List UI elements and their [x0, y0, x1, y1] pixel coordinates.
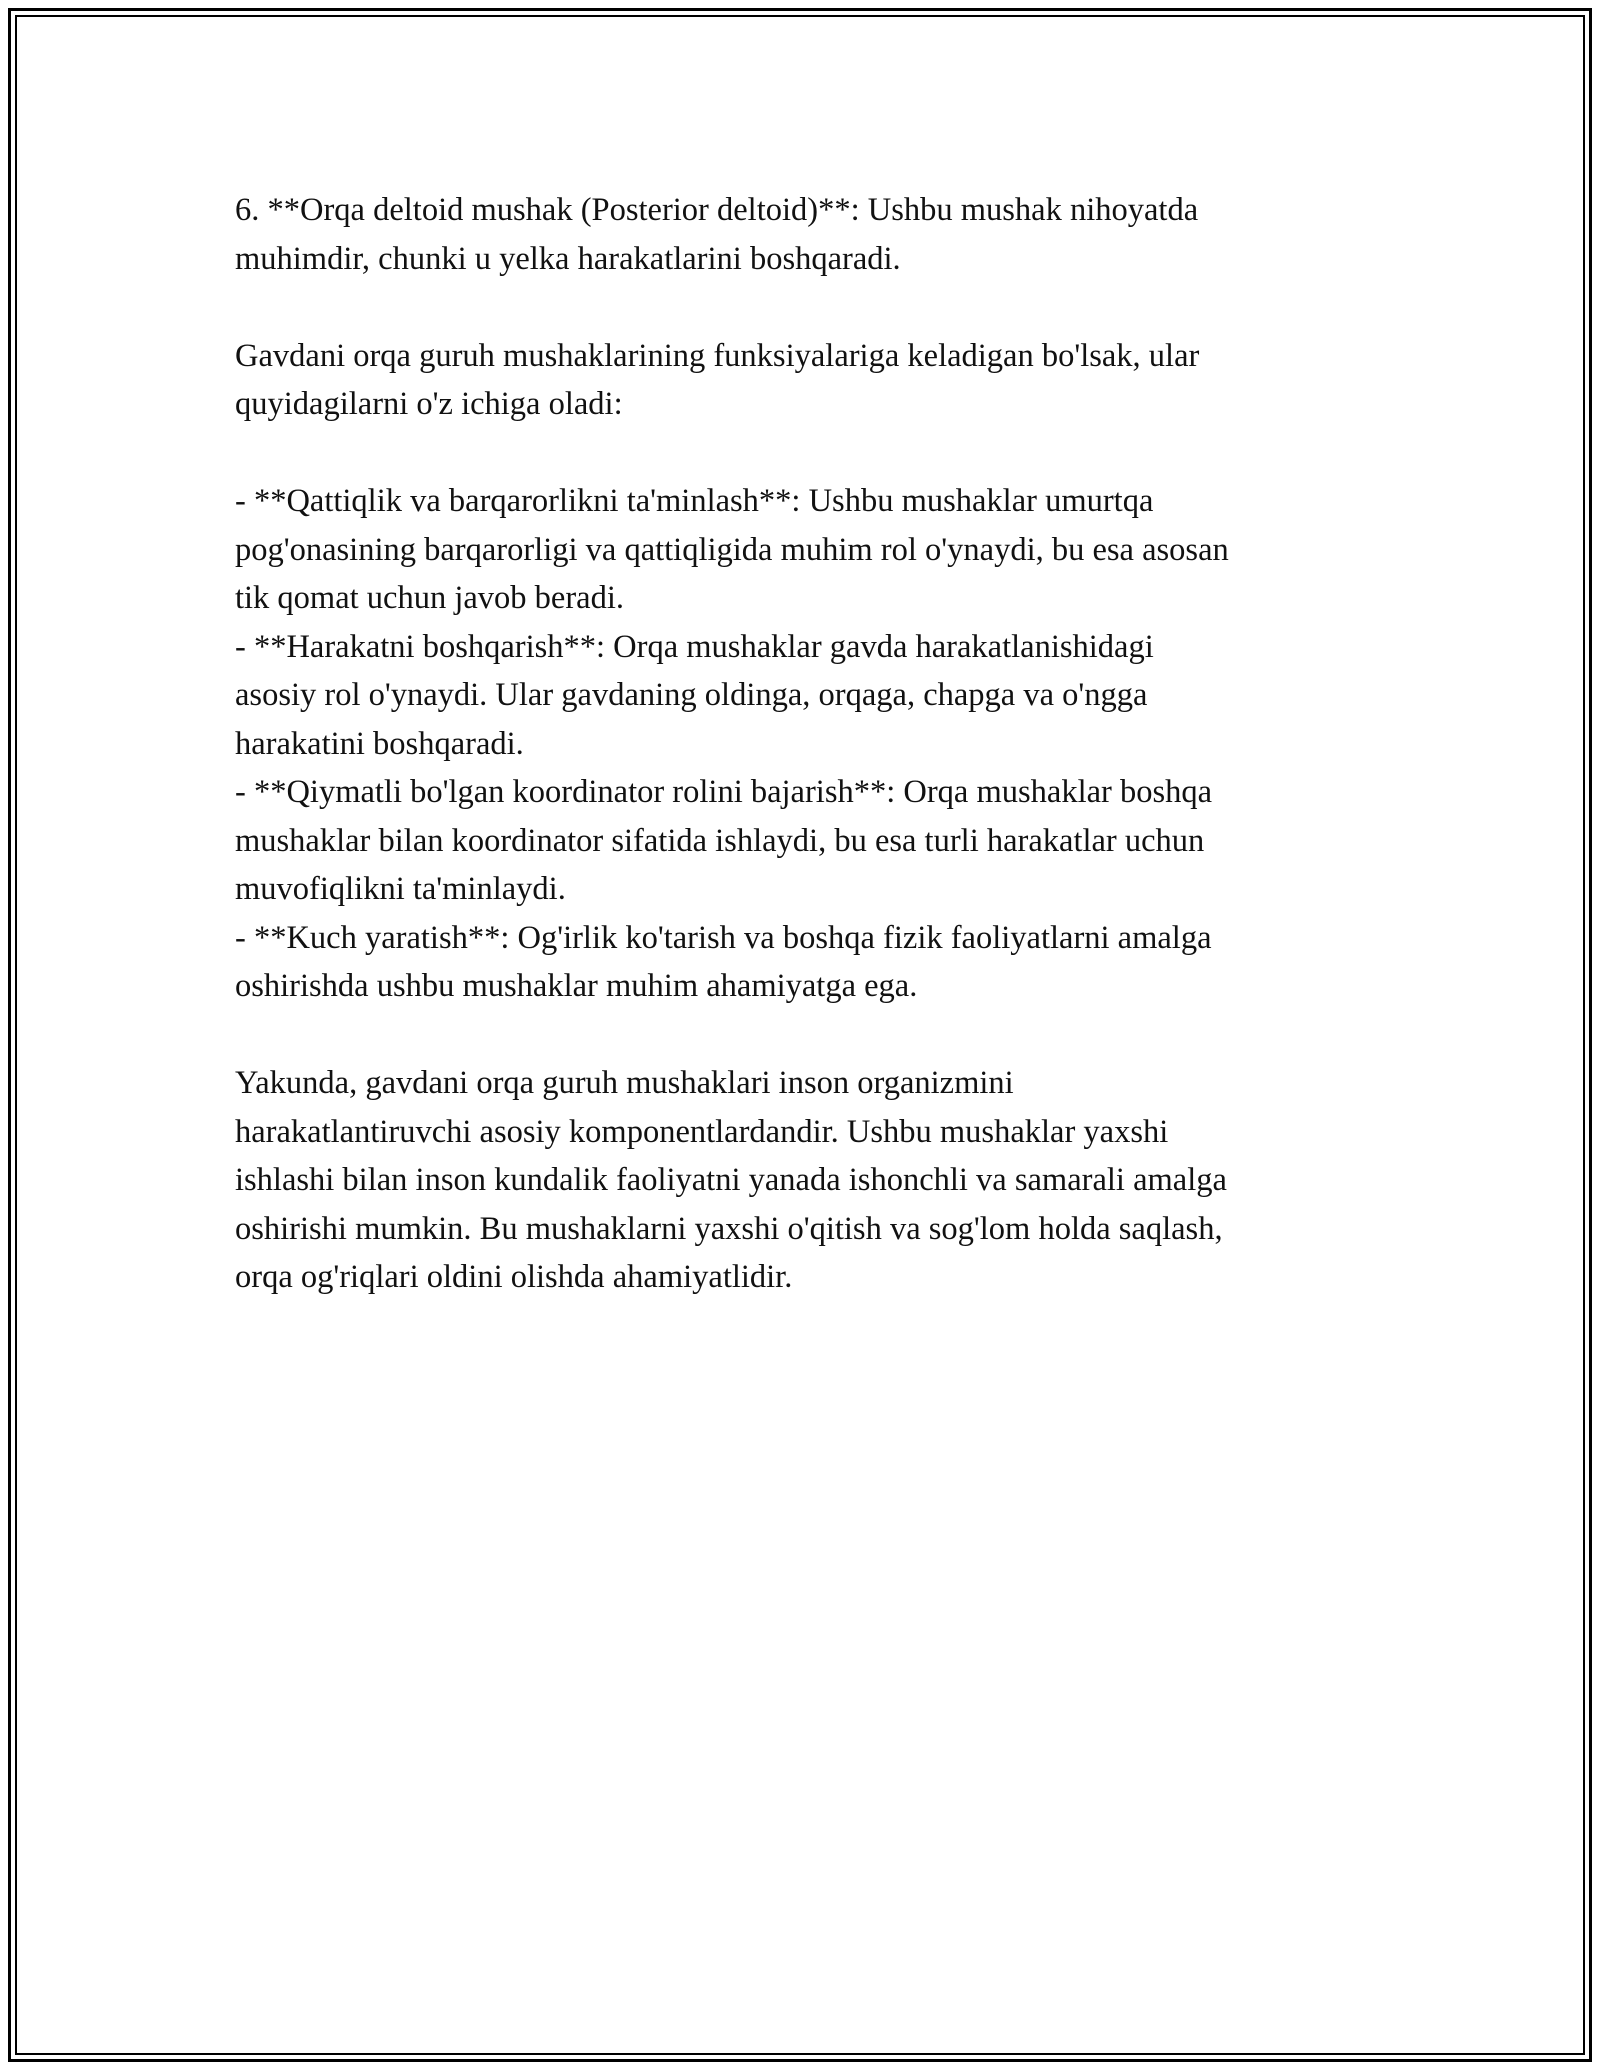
text-line: harakatlantiruvchi asosiy komponentlardandir. Ushbu mushaklar yaxshi [235, 1113, 1169, 1150]
paragraph-conclusion [235, 1059, 1365, 1302]
list-line: harakatini boshqaradi. [235, 725, 524, 762]
paragraph-functions-intro [235, 332, 1365, 429]
text-line: 6. **Orqa deltoid mushak (Posterior deltoid)**: Ushbu mushak nihoyatda [235, 192, 1199, 228]
list-line: - **Qiymatli bo'lgan koordinator rolini bajarish**: Orqa mushaklar boshqa [235, 774, 1213, 810]
text-line: muhimdir, chunki u yelka harakatlarini boshqaradi. [235, 240, 901, 277]
paragraph-spacer [235, 283, 1365, 332]
text-line: Gavdani orqa guruh mushaklarining funksiyalariga keladigan bo'lsak, ular [235, 337, 1200, 374]
list-line: pog'onasining barqarorligi va qattiqligida muhim rol o'ynaydi, bu esa asosan [235, 531, 1229, 568]
list-line: tik qomat uchun javob beradi. [235, 580, 625, 616]
text-line: oshirishi mumkin. Bu mushaklarni yaxshi o'qitish va sog'lom holda saqlash, [235, 1210, 1223, 1247]
list-line: oshirishda ushbu mushaklar muhim ahamiyatga ega. [235, 968, 918, 1004]
list-line: asosiy rol o'ynaydi. Ular gavdaning oldinga, orqaga, chapga va o'ngga [235, 677, 1148, 713]
list-line: - **Kuch yaratish**: Og'irlik ko'tarish va boshqa fizik faoliyatlarni amalga [235, 919, 1212, 956]
text-line: ishlashi bilan inson kundalik faoliyatni yanada ishonchli va samarali amalga [235, 1162, 1227, 1198]
text-line: Yakunda, gavdani orqa guruh mushaklari inson organizmini [235, 1065, 1014, 1101]
list-line: - **Harakatni boshqarish**: Orqa mushaklar gavda harakatlanishidagi [235, 628, 1154, 665]
list-line: mushaklar bilan koordinator sifatida ishlaydi, bu esa turli harakatlar uchun [235, 822, 1205, 859]
list-line: - **Qattiqlik va barqarorlikni ta'minlash**: Ushbu mushaklar umurtqa [235, 483, 1154, 519]
text-line: orqa og'riqlari oldini olishda ahamiyatlidir. [235, 1259, 793, 1295]
document-body [235, 186, 1365, 1302]
paragraph-functions-list [235, 477, 1365, 1011]
paragraph-posterior-deltoid [235, 186, 1365, 283]
text-line: quyidagilarni o'z ichiga oladi: [235, 386, 623, 422]
paragraph-spacer [235, 429, 1365, 478]
paragraph-spacer [235, 1011, 1365, 1060]
list-line: muvofiqlikni ta'minlaydi. [235, 871, 566, 907]
